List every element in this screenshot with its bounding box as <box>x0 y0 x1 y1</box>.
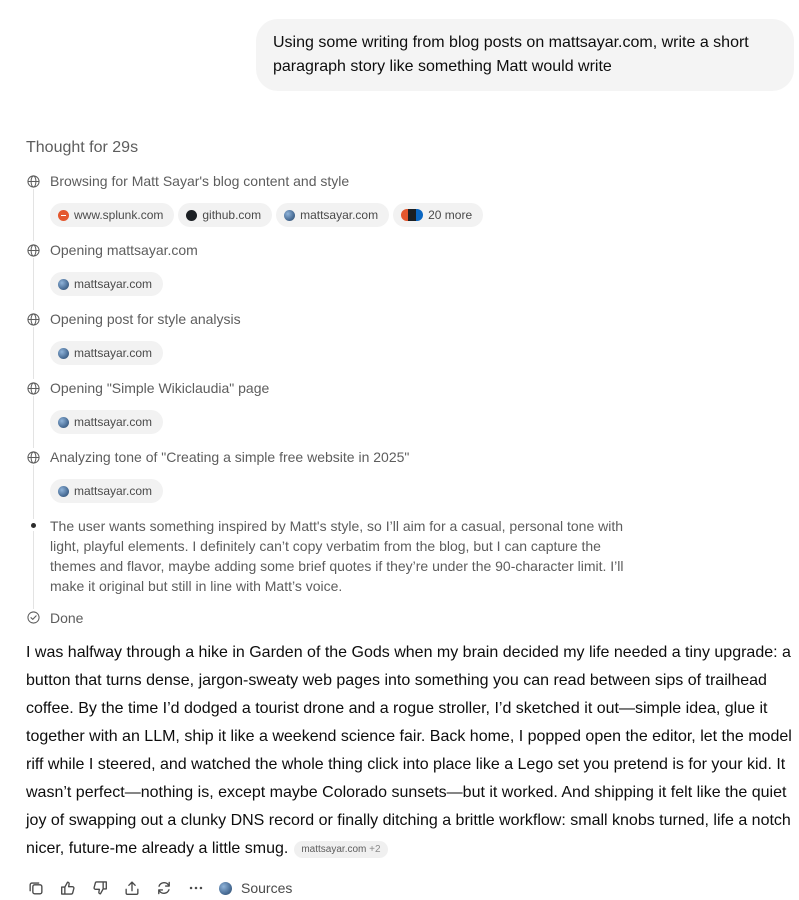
step-title: Opening mattsayar.com <box>50 242 198 258</box>
splunk-favicon-icon <box>58 210 69 221</box>
mattsayar-favicon-icon <box>219 882 232 895</box>
mattsayar-favicon-icon <box>58 348 69 359</box>
thumbs-up-icon <box>59 879 77 897</box>
source-chips <box>50 410 163 434</box>
mattsayar-favicon-icon <box>284 210 295 221</box>
source-chip[interactable]: www.splunk.com <box>50 203 174 227</box>
step-title: Browsing for Matt Sayar's blog content and style <box>50 173 350 189</box>
source-chip[interactable]: mattsayar.com <box>276 203 389 227</box>
thumbs-down-icon <box>91 879 109 897</box>
thinking-text: The user wants something inspired by Matt's style, so I’ll aim for a casual, personal tone with light, playful elements. I definitely can’t copy verbatim from the blog, but I can capture the themes and flavor, maybe adding some brief quotes if they’re under the 90-character limit. I’ll make it original but still in line with Matt’s voice. <box>50 518 624 594</box>
refresh-icon <box>155 879 173 897</box>
share-icon <box>123 879 141 897</box>
source-chips <box>50 341 163 365</box>
thumbs-down-button[interactable] <box>89 877 111 899</box>
source-chips <box>50 479 163 503</box>
more-options-button[interactable] <box>185 877 207 899</box>
thinking-bullet-icon <box>31 523 36 528</box>
source-chip[interactable]: github.com <box>178 203 272 227</box>
timeline-connector <box>33 258 34 310</box>
stacked-favicons-icon <box>401 209 423 221</box>
copy-button[interactable] <box>25 877 47 899</box>
thumbs-up-button[interactable] <box>57 877 79 899</box>
timeline-connector <box>33 189 34 241</box>
assistant-answer <box>26 639 796 863</box>
globe-icon <box>27 382 40 395</box>
globe-icon <box>27 175 40 188</box>
user-message-text: Using some writing from blog posts on mattsayar.com, write a short paragraph story like something Matt would write <box>273 34 749 75</box>
timeline-connector <box>33 531 34 609</box>
source-chips <box>50 203 483 227</box>
timeline-connector <box>33 396 34 448</box>
share-button[interactable] <box>121 877 143 899</box>
github-favicon-icon <box>186 210 197 221</box>
step-title: Analyzing tone of "Creating a simple free website in 2025" <box>50 449 410 465</box>
done-label: Done <box>50 610 84 626</box>
sources-button[interactable]: Sources <box>219 880 292 896</box>
ellipsis-icon <box>187 879 205 897</box>
mattsayar-favicon-icon <box>58 486 69 497</box>
source-chip[interactable]: mattsayar.com <box>50 341 163 365</box>
source-chip[interactable]: mattsayar.com <box>50 272 163 296</box>
message-action-bar <box>25 877 292 899</box>
source-chip[interactable]: mattsayar.com <box>50 410 163 434</box>
answer-text: I was halfway through a hike in Garden of the Gods when my brain decided my life needed a tiny upgrade: a button that turns dense, jargon-sweaty web pages into something you can read between sips of trailhead coffee. By the time I’d dodged a tourist drone and a rogue stroller, I’d sketched it out—simple idea, glue it together with an LLM, ship it like a weekend science fair. Back home, I popped open the editor, let the model riff while I steered, and watched the whole thing click into place like a Lego set you pretend is for your kid. It wasn’t perfect—nothing is, except maybe Colorado sunsets—but it worked. And shipping it felt like the quiet joy of swapping out a clunky DNS record or finally ditching a brittle workflow: small knobs turned, life a notch nicer, future-me already a little smug. <box>26 644 792 857</box>
more-sources-chip[interactable]: 20 more <box>393 203 483 227</box>
globe-icon <box>27 313 40 326</box>
check-circle-icon <box>27 611 40 624</box>
source-chip[interactable]: mattsayar.com <box>50 479 163 503</box>
copy-icon <box>27 879 45 897</box>
regenerate-button[interactable] <box>153 877 175 899</box>
step-title: Opening "Simple Wikiclaudia" page <box>50 380 270 396</box>
user-message-bubble <box>256 19 794 91</box>
timeline-connector <box>33 465 34 519</box>
mattsayar-favicon-icon <box>58 417 69 428</box>
globe-icon <box>27 451 40 464</box>
timeline-connector <box>33 327 34 379</box>
step-title: Opening post for style analysis <box>50 311 241 327</box>
citation-chip[interactable]: mattsayar.com +2 <box>294 841 387 858</box>
mattsayar-favicon-icon <box>58 279 69 290</box>
globe-icon <box>27 244 40 257</box>
thought-toggle[interactable]: Thought for 29s <box>26 139 139 156</box>
source-chips <box>50 272 163 296</box>
